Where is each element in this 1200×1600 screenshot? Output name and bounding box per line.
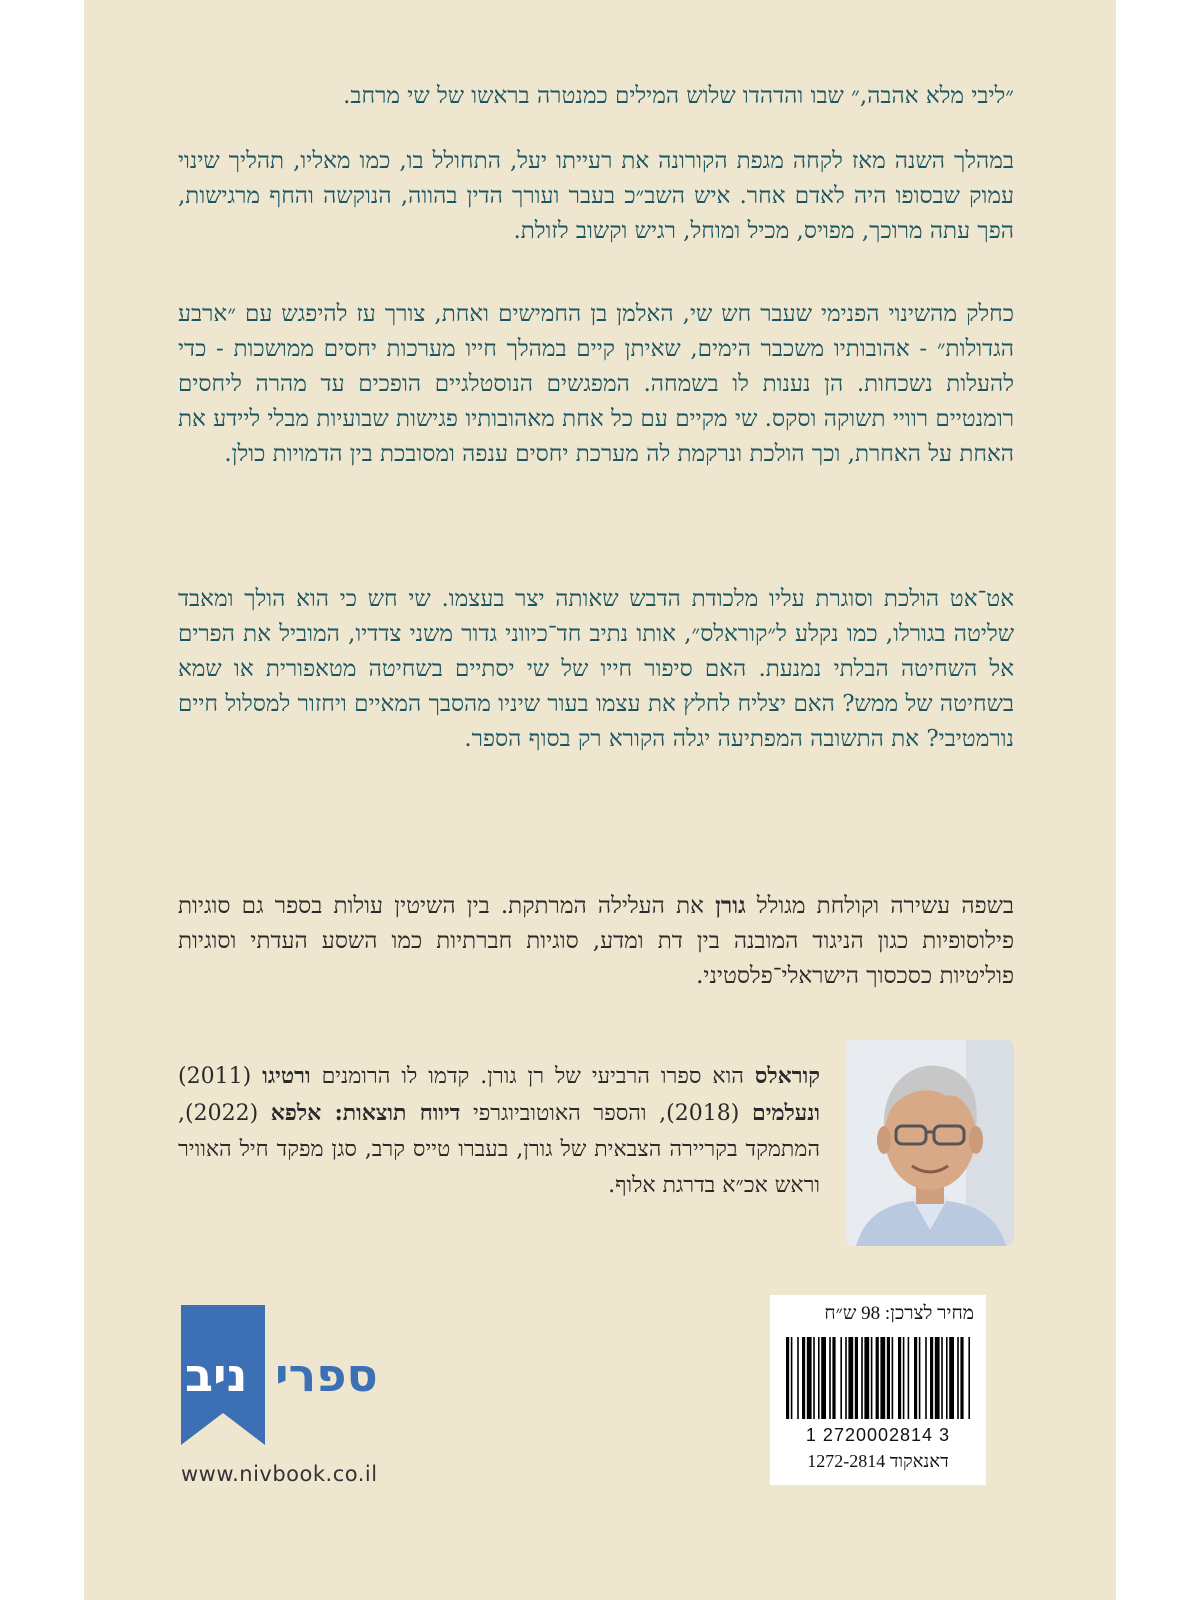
barcode-bar [935, 1337, 940, 1419]
blurb-text-4: אט־אט הולכת וסוגרת עליו מלכודת הדבש שאותה יצר בעצמו. שי חש כי הוא הולך ומאבד שליטה בגורלו, כמו נקלע ל״קוראלס״, אותו נתיב חד־כיווני גדור משני צדדיו, המוביל את הפרים אל השחיטה הבלתי נמנעת. האם סיפור חייו של שי יסתיים בשחיטה מטאפורית או שמא בשחיטה של ממש? האם יצליח לחלץ את עצמו בעור שיניו מהסבך המאיים ויחזור למסלול חיים נורמטיבי? את התשובה המפתיעה יגלה הקורא רק בסוף הספר. [178, 586, 1014, 752]
blurb-text-3: כחלק מהשינוי הפנימי שעבר חש שי, האלמן בן החמישים ואחת, צורך עז להיפגש עם ״ארבע הגדולות״ - אהובותיו משכבר הימים, שאיתן קיים במהלך חייו מערכות יחסים ממושכות - כדי להעלות נשכחות. הן נענות לו בשמחה. המפגשים הנוסטלגיים הופכים עד מהרה ליחסים רומנטיים רוויי תשוקה וסקס. שי מקיים עם כל אחת מאהובותיו פגישות שבועיות מבלי ליידע את האחת על האחרת, וכך הולכת ונרקמת לה מערכת יחסים ענפה ומסובכת בין הדמויות כולן. [178, 301, 1014, 467]
blurb-text-5a: בשפה עשירה וקולחת מגולל [745, 893, 1014, 919]
barcode-bar [807, 1337, 812, 1419]
barcode-bar [898, 1337, 901, 1419]
author-bio-part: (2022), המתמקד בקריירה הצבאית של גורן, בעברו טייס קרב, סגן מפקד חיל האוויר וראש אכ״א בדרגת אלוף. [178, 1101, 820, 1198]
barcode-bar [949, 1337, 954, 1419]
blurb-text-5c: את העלילה המרתקת. בין השיטין עולות בספר גם סוגיות פילוסופיות כגון הניגוד המובנה בין דת ומדע, סוגיות חברתיות כמו השסע העדתי וסוגיות פוליטיות כסכסוך הישראלי־פלסטיני. [178, 893, 1014, 989]
author-bio-part: הוא ספרו הרביעי של רן גורן. קדמו לו הרומנים [310, 1064, 755, 1089]
barcode-bar [968, 1337, 970, 1419]
barcode-bar [880, 1337, 885, 1419]
barcode-bar [845, 1337, 847, 1419]
barcode-bar [876, 1337, 879, 1419]
blurb-paragraph-3 [178, 297, 1014, 472]
book-title-vertigo: ורטיגו [262, 1063, 311, 1089]
blurb-text-1: ״ליבי מלא אהבה,״ שבו והדהדו שלוש המילים כמנטרה בראשו של שי מרחב. [343, 83, 1014, 109]
barcode-bar [892, 1337, 894, 1419]
barcode-image [786, 1337, 970, 1419]
book-title-bold: קוראלס [754, 1063, 821, 1089]
barcode-bar [861, 1337, 863, 1419]
barcode-bar [818, 1337, 820, 1419]
book-title-neelamim: ונעלמים [751, 1100, 821, 1126]
barcode-bar [855, 1337, 858, 1419]
author-bio [178, 1058, 820, 1204]
barcode-bar [903, 1337, 905, 1419]
author-surname-bold: גורן [715, 892, 746, 919]
publisher-name-sifrei: ספרי [275, 1348, 378, 1402]
barcode-panel [770, 1295, 986, 1485]
publisher-logo [181, 1305, 421, 1445]
barcode-bar [887, 1337, 890, 1419]
price-label: מחיר לצרכן: 98 ש״ח [824, 1303, 974, 1324]
barcode-bar [871, 1337, 873, 1419]
publisher-name-niv: ניב [185, 1348, 248, 1402]
blurb-text-2: במהלך השנה מאז לקחה מגפת הקורונה את רעייתו יעל, התחולל בו, כמו מאליו, תהליך שינוי עמוק שבסופו היה לאדם אחר. איש השב״כ בעבר ועורך הדין בהווה, הנוקשה והחף מרגישות, הפך עתה מרוכך, מפויס, מכיל ומוחל, רגיש וקשוב לזולת. [178, 148, 1014, 244]
author-bio-text [178, 1058, 820, 1204]
barcode-bar [832, 1337, 835, 1419]
barcode-bar [829, 1337, 831, 1419]
barcode-bar [919, 1337, 921, 1419]
barcode-bar [848, 1337, 853, 1419]
barcode-bar [914, 1337, 917, 1419]
barcode-bar [821, 1337, 826, 1419]
barcode-bar [946, 1337, 948, 1419]
barcode-bar [802, 1337, 805, 1419]
barcode-bar [925, 1337, 927, 1419]
blurb-text-5 [178, 888, 1014, 994]
blurb-paragraph-5 [178, 888, 1014, 994]
barcode-bar [960, 1337, 963, 1419]
barcode-bar [797, 1337, 799, 1419]
author-photo [846, 1040, 1014, 1246]
blurb-paragraph-4 [178, 582, 1014, 757]
barcode-number: 1 2720002814 3 [805, 1425, 951, 1445]
author-bio-part: (2018), והספר האוטוביוגרפי [460, 1101, 752, 1126]
barcode-bar [930, 1337, 933, 1419]
danacode: דאנאקוד 1272-2814 [807, 1451, 949, 1471]
publisher-url: www.nivbook.co.il [181, 1462, 378, 1486]
barcode-bar [791, 1337, 793, 1419]
blurb-paragraph-2 [178, 144, 1014, 249]
book-title-report: דיווח תוצאות: אלפא [270, 1100, 461, 1126]
barcode-bar [840, 1337, 842, 1419]
barcode-bar [908, 1337, 910, 1419]
barcode-bar [864, 1337, 869, 1419]
author-bio-part: (2011) [178, 1064, 263, 1089]
barcode-bar [941, 1337, 943, 1419]
barcode-bar [786, 1337, 789, 1419]
barcode-bar [957, 1337, 959, 1419]
barcode-bar [813, 1337, 815, 1419]
blurb-paragraph-1 [178, 79, 1014, 114]
